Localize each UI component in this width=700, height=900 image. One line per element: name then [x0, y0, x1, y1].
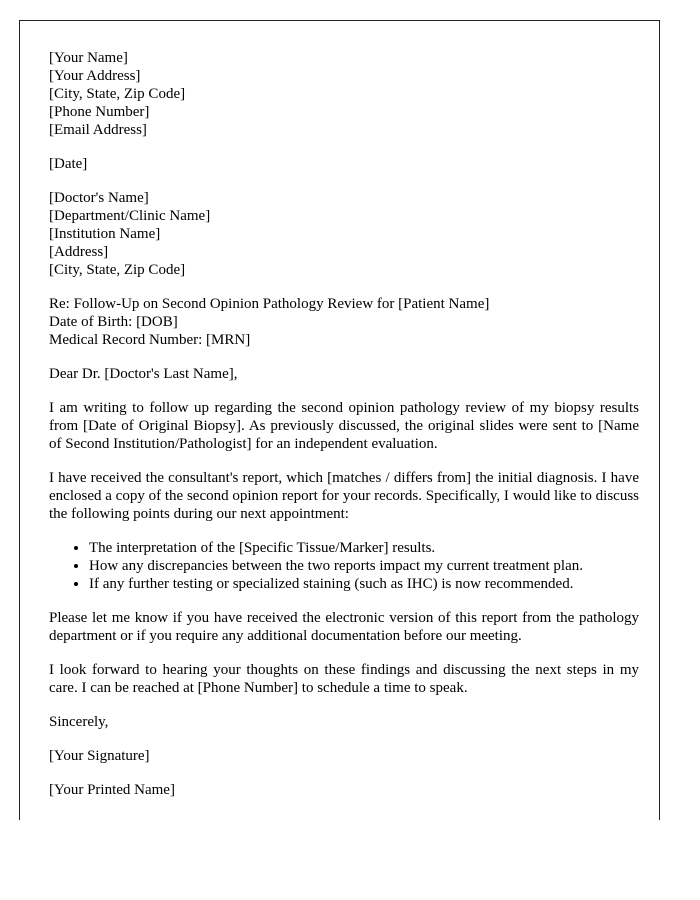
sender-name: [Your Name]: [49, 50, 128, 66]
signature-placeholder: [Your Signature]: [49, 748, 150, 764]
letter-date: [Date]: [49, 156, 88, 172]
recipient-institution: [Institution Name]: [49, 226, 161, 242]
sign-off: [49, 713, 639, 731]
sender-city-state-zip: [City, State, Zip Code]: [49, 86, 186, 102]
sender-email: [Email Address]: [49, 122, 147, 138]
body-paragraph-2: I have received the consultant's report, which [matches / differs from] the initial diagnosis. I have enclosed a copy of the second opinion report for your records. Specifically, I would like to discuss the following points during our next appointment:: [49, 470, 639, 522]
recipient-name: [Doctor's Name]: [49, 190, 149, 206]
recipient-address: [Address]: [49, 244, 109, 260]
closing-paragraph-2: I look forward to hearing your thoughts on these findings and discussing the next steps in my care. I can be reached at [Phone Number] to schedule a time to speak.: [49, 662, 639, 696]
letter-content: [49, 49, 639, 815]
printed-name: [Your Printed Name]: [49, 782, 175, 798]
printed-name-block: [49, 781, 639, 799]
signature-block: [49, 747, 639, 765]
letter-page: [19, 20, 660, 820]
date-block: [49, 155, 639, 173]
sender-phone: [Phone Number]: [49, 104, 150, 120]
list-item: • The interpretation of the [Specific Tissue/Marker] results.: [89, 539, 639, 557]
mrn-line: Medical Record Number: [MRN]: [49, 332, 251, 348]
subject-line: Re: Follow-Up on Second Opinion Pathology Review for [Patient Name]: [49, 296, 490, 312]
closing-paragraph-1: Please let me know if you have received the electronic version of this report from the pathology department or if you require any additional documentation before our meeting.: [49, 610, 639, 644]
sign-off-text: Sincerely,: [49, 714, 109, 730]
sender-address: [Your Address]: [49, 68, 141, 84]
discussion-points-list: [49, 539, 639, 593]
list-item: • How any discrepancies between the two reports impact my current treatment plan.: [89, 557, 639, 575]
recipient-department: [Department/Clinic Name]: [49, 208, 211, 224]
body-paragraph-1: I am writing to follow up regarding the second opinion pathology review of my biopsy results from [Date of Original Biopsy]. As previously discussed, the original slides were sent to [Name of Second Institution/Pathologist] for an independent evaluation.: [49, 400, 639, 452]
salutation: [49, 365, 639, 383]
salutation-text: Dear Dr. [Doctor's Last Name],: [49, 366, 238, 382]
list-item: • If any further testing or specialized staining (such as IHC) is now recommended.: [89, 575, 639, 593]
recipient-city-state-zip: [City, State, Zip Code]: [49, 262, 186, 278]
dob-line: Date of Birth: [DOB]: [49, 314, 178, 330]
recipient-block: [49, 189, 639, 279]
sender-block: [49, 49, 639, 139]
reference-block: [49, 295, 639, 349]
